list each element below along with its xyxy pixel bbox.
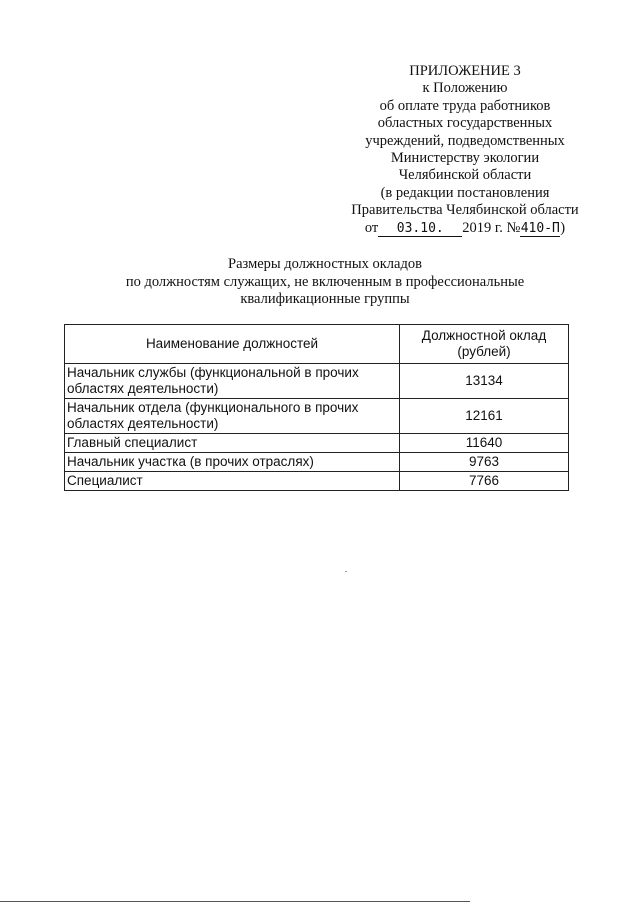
table-title-line: Размеры должностных окладов	[228, 256, 422, 272]
table-row	[65, 472, 569, 491]
table-row	[65, 434, 569, 453]
resolution-date-field: 03.10.	[378, 222, 462, 237]
date-prefix: от	[364, 219, 379, 236]
bottom-rule	[0, 901, 470, 902]
appendix-line: к Положению	[422, 80, 508, 97]
appendix-line: Правительства Челябинской области	[351, 202, 579, 219]
header-position-name: Наименование должностей	[65, 325, 400, 364]
appendix-line: Челябинской области	[398, 167, 532, 184]
position-name: Главный специалист	[65, 434, 400, 453]
closing-paren: )	[560, 219, 566, 236]
header-salary-line2: (рублей)	[457, 344, 511, 359]
scan-speck	[345, 571, 347, 572]
table-title-line: по должностям служащих, не включенным в профессиональные	[125, 273, 525, 290]
position-salary: 13134	[400, 364, 569, 399]
position-salary: 11640	[400, 434, 569, 453]
header-salary	[400, 325, 569, 364]
appendix-line: об оплате труда работников	[379, 97, 551, 114]
position-name: Начальник участка (в прочих отраслях)	[65, 453, 400, 472]
position-salary: 9763	[400, 453, 569, 472]
table-title-line: квалификационные группы	[240, 291, 410, 307]
appendix-line: (в редакции постановления	[380, 184, 550, 201]
resolution-number-field: 410-П	[520, 220, 560, 236]
appendix-line: учреждений, подведомственных	[365, 132, 565, 149]
table-row	[65, 453, 569, 472]
table-header-row	[65, 325, 569, 364]
position-name: Начальник службы (функциональной в прочих областях деятельности)	[65, 364, 400, 399]
resolution-date-line	[330, 220, 600, 237]
position-name: Специалист	[65, 472, 400, 491]
table-title	[60, 256, 590, 309]
position-name: Начальник отдела (функционального в прочих областях деятельности)	[65, 399, 400, 434]
date-year: 2019 г. №	[462, 219, 521, 236]
salary-table	[64, 324, 569, 491]
position-salary: 7766	[400, 472, 569, 491]
appendix-line: Министерству экологии	[390, 150, 540, 167]
appendix-line: областных государственных	[377, 115, 553, 132]
header-salary-line1: Должностной оклад	[421, 328, 547, 343]
table-row	[65, 364, 569, 399]
appendix-title: ПРИЛОЖЕНИЕ 3	[409, 63, 521, 79]
table-row	[65, 399, 569, 434]
appendix-header	[330, 63, 600, 237]
position-salary: 12161	[400, 399, 569, 434]
